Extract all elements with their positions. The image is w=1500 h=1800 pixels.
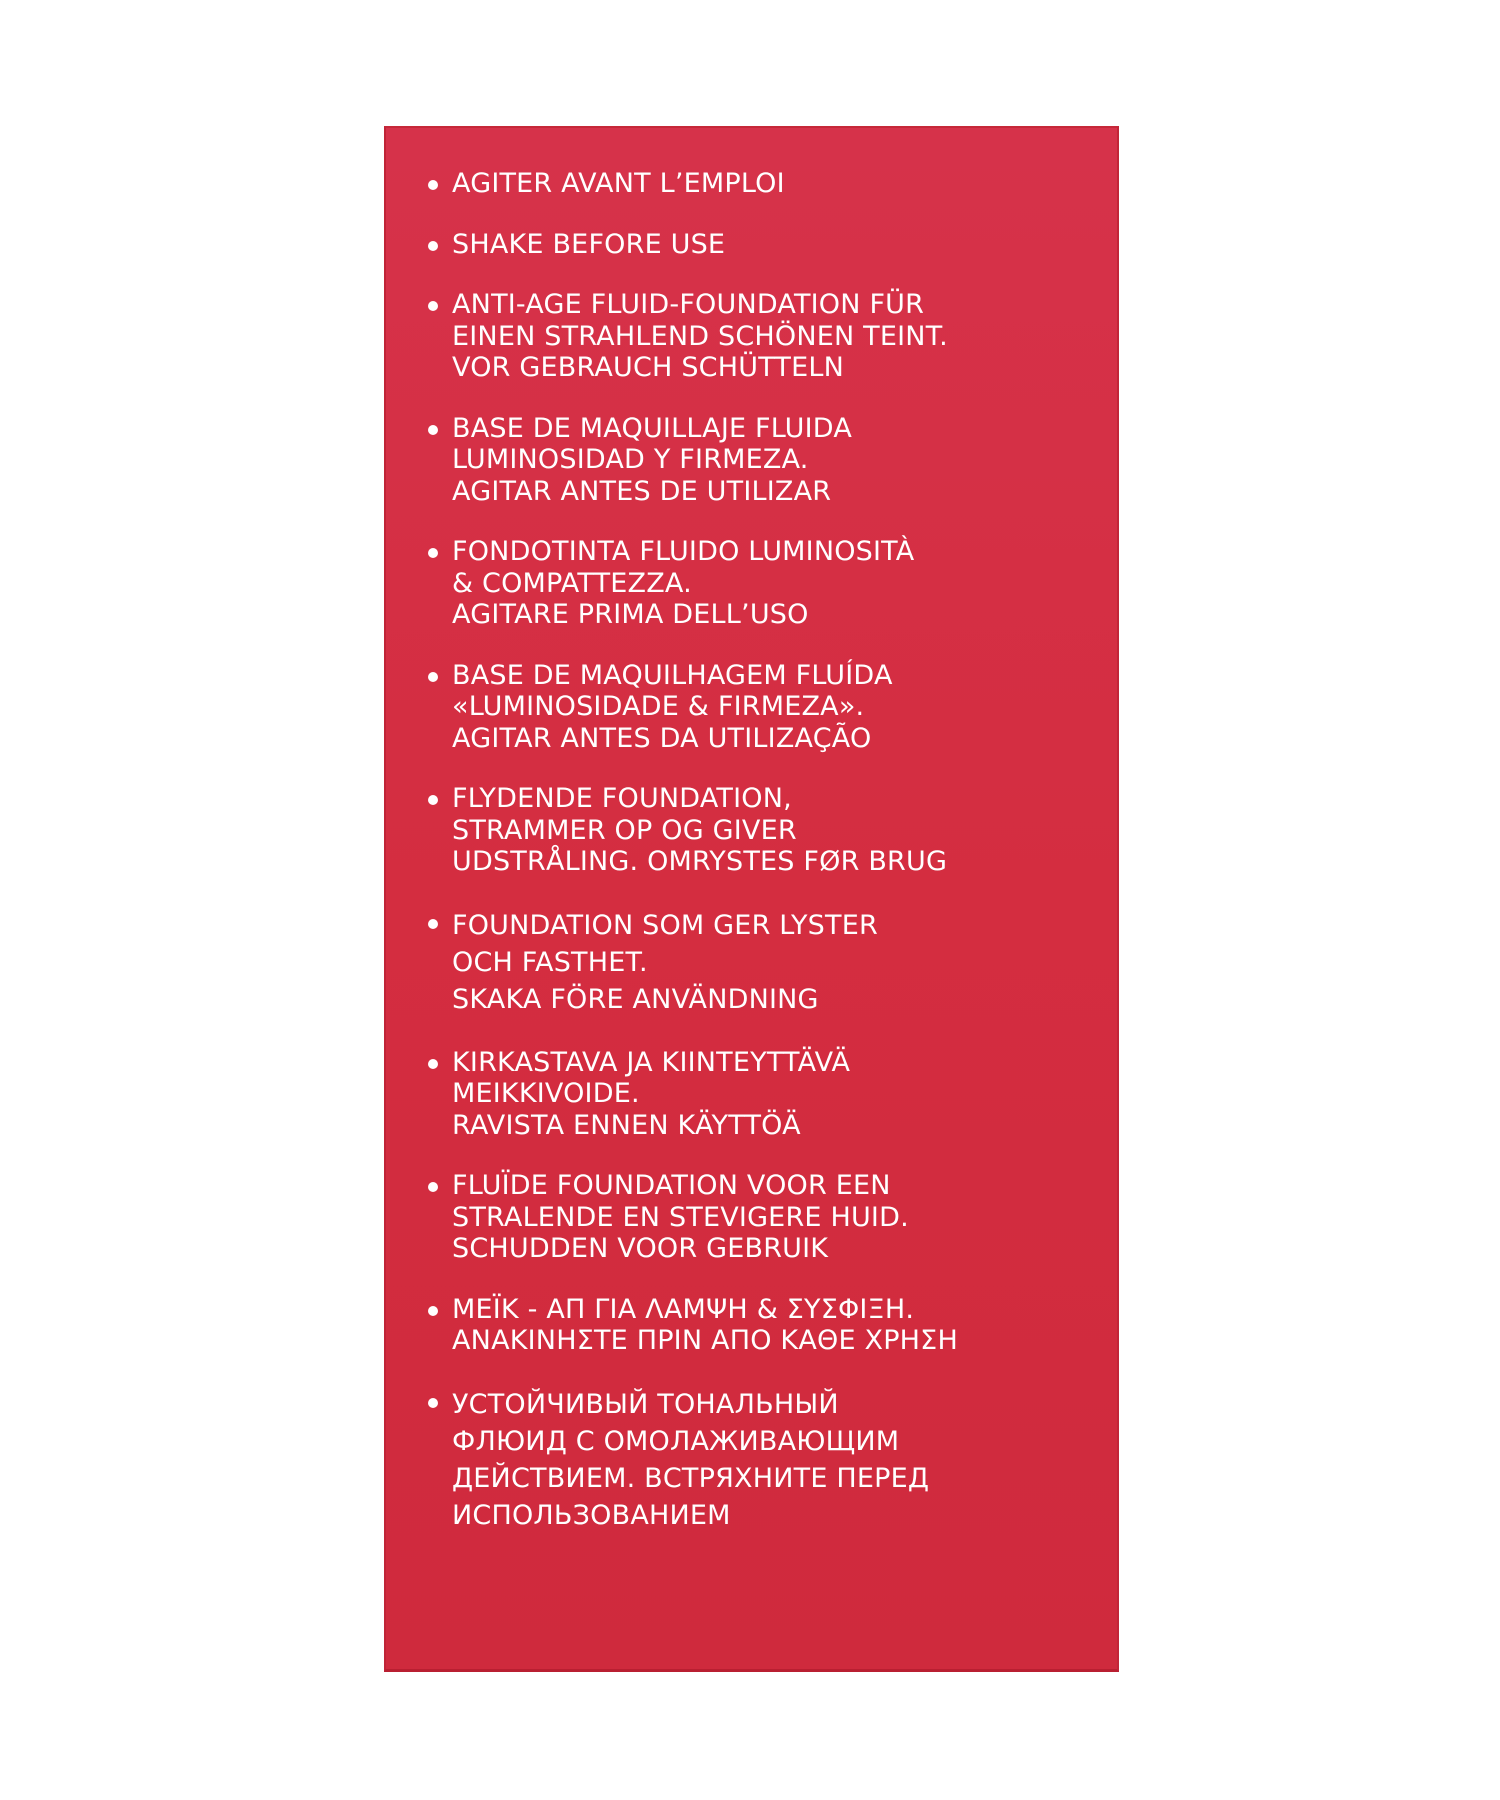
bullet-icon: [428, 241, 438, 251]
instruction-item-de: [426, 289, 1106, 384]
instruction-line: ANTI-AGE FLUID-FOUNDATION FÜR: [452, 289, 925, 320]
instruction-item-sv: [426, 907, 1106, 1018]
bullet-icon: [428, 301, 438, 311]
bullet-icon: [428, 1306, 438, 1316]
instruction-line: ФЛЮИД С ОМОЛАЖИВАЮЩИМ: [452, 1425, 900, 1457]
instruction-line: KIRKASTAVA JA KIINTEYTTÄVÄ: [452, 1046, 851, 1078]
bullet-icon: [428, 548, 438, 558]
instruction-line: STRAMMER OP OG GIVER: [452, 814, 797, 846]
instruction-line: & COMPATTEZZA.: [452, 567, 692, 599]
instruction-line: «LUMINOSIDADE & FIRMEZA».: [452, 691, 865, 722]
instruction-line: AGITER AVANT L’EMPLOI: [452, 168, 785, 199]
bullet-icon: [428, 180, 438, 190]
instruction-line: MEIKKIVOIDE.: [452, 1078, 640, 1109]
instruction-line: BASE DE MAQUILHAGEM FLUÍDA: [452, 659, 893, 691]
instruction-line: FLYDENDE FOUNDATION,: [452, 783, 792, 814]
instruction-item-pt: [426, 660, 1106, 755]
instruction-item-fi: [426, 1047, 1106, 1142]
bullet-icon: [428, 1398, 438, 1408]
instruction-line: STRALENDE EN STEVIGERE HUID.: [452, 1201, 909, 1233]
carton-side-panel: [384, 126, 1119, 1672]
instruction-line: BASE DE MAQUILLAJE FLUIDA: [452, 412, 852, 444]
bullet-icon: [428, 1182, 438, 1192]
instruction-item-ru: [426, 1386, 1106, 1534]
instruction-line: VOR GEBRAUCH SCHÜTTELN: [452, 352, 844, 383]
instruction-line: SCHUDDEN VOOR GEBRUIK: [452, 1233, 829, 1264]
instruction-line: AGITARE PRIMA DELL’USO: [452, 599, 809, 630]
instruction-line: ИСПОЛЬЗОВАНИЕМ: [452, 1499, 731, 1531]
instruction-item-es: [426, 413, 1106, 508]
instruction-line: AGITAR ANTES DA UTILIZAÇÃO: [452, 722, 872, 754]
instruction-line: OCH FASTHET.: [452, 946, 648, 978]
instruction-line: FOUNDATION SOM GER LYSTER: [452, 909, 878, 941]
instruction-line: ДЕЙСТВИЕМ. ВСТРЯХНИТЕ ПЕРЕД: [452, 1462, 930, 1494]
instruction-line: FONDOTINTA FLUIDO LUMINOSITÀ: [452, 536, 915, 567]
instruction-line: RAVISTA ENNEN KÄYTTÖÄ: [452, 1109, 801, 1141]
instruction-line: SHAKE BEFORE USE: [452, 228, 726, 260]
instruction-item-nl: [426, 1170, 1106, 1265]
bullet-icon: [428, 1059, 438, 1069]
instruction-item-it: [426, 536, 1106, 631]
instruction-item-el: [426, 1294, 1106, 1357]
instruction-item-en: [426, 229, 1106, 261]
bullet-icon: [428, 672, 438, 682]
instruction-line: SKAKA FÖRE ANVÄNDNING: [452, 983, 819, 1015]
bullet-icon: [428, 919, 438, 929]
instruction-line: УСТОЙЧИВЫЙ ТОНАЛЬНЫЙ: [452, 1388, 839, 1420]
instruction-line: AGITAR ANTES DE UTILIZAR: [452, 475, 832, 507]
instruction-line: UDSTRÅLING. OMRYSTES FØR BRUG: [452, 846, 948, 877]
bullet-icon: [428, 795, 438, 805]
bullet-icon: [428, 425, 438, 435]
instruction-line: LUMINOSIDAD Y FIRMEZA.: [452, 444, 809, 475]
instruction-item-da: [426, 783, 1106, 878]
instruction-item-fr: [426, 168, 1106, 200]
instruction-line: ΜΕΪΚ - ΑΠ ΓΙΑ ΛΑΜΨΗ & ΣΥΣΦΙΞΗ.: [452, 1293, 915, 1325]
multilingual-instructions-list: [426, 168, 1106, 1563]
instruction-line: FLUÏDE FOUNDATION VOOR EEN: [452, 1170, 891, 1201]
instruction-line: EINEN STRAHLEND SCHÖNEN TEINT.: [452, 320, 948, 352]
instruction-line: ΑΝΑΚΙΝΗΣΤΕ ΠΡΙΝ ΑΠΟ ΚΑΘΕ ΧΡΗΣΗ: [452, 1325, 958, 1356]
